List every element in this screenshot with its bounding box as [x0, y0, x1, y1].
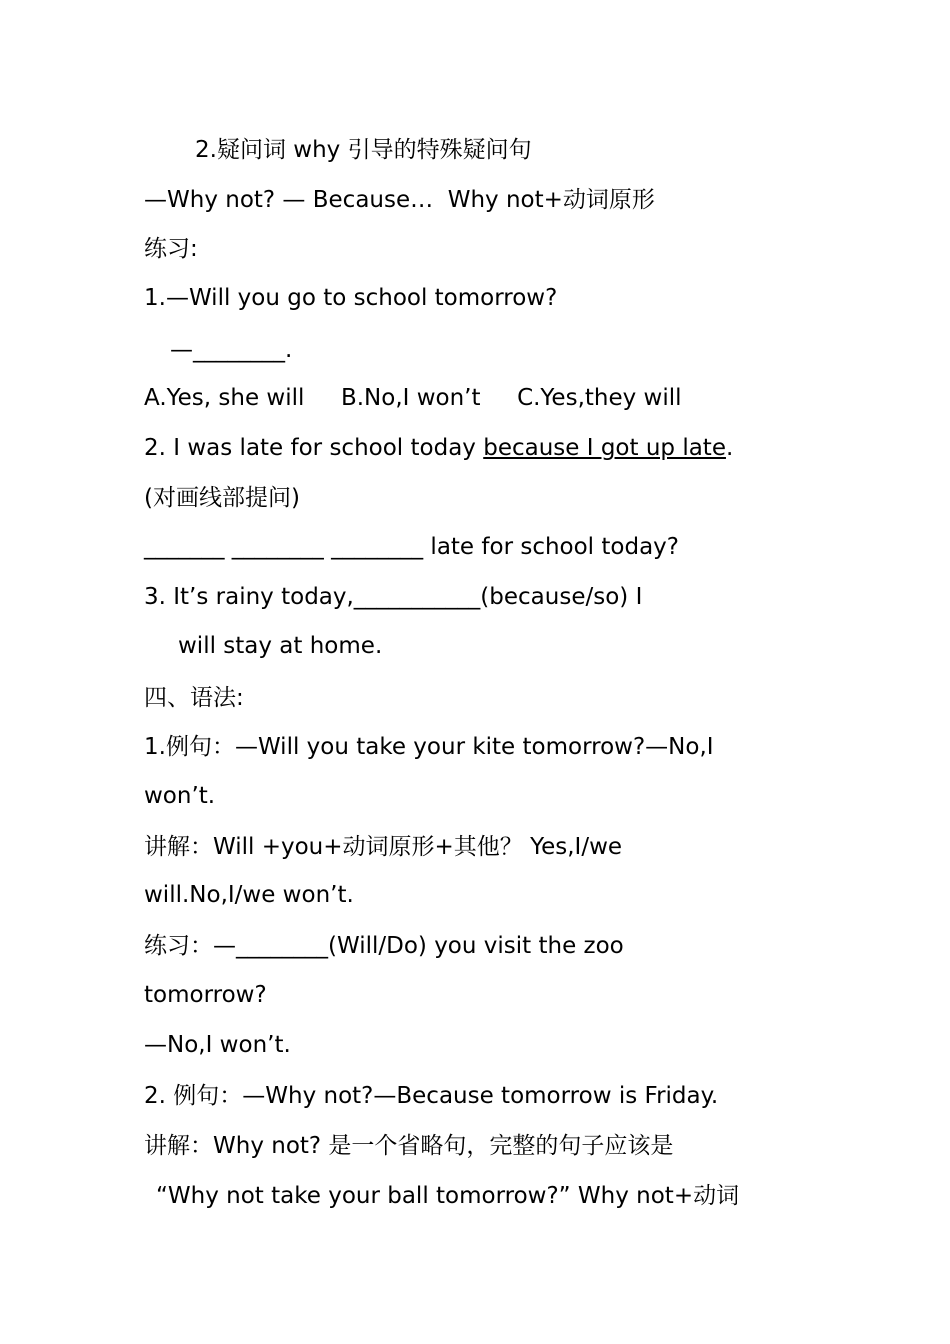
- explanation-1: 讲解：Will +you+动词原形+其他？ Yes,I/we: [144, 834, 623, 860]
- question-2-instruction: (对画线部提问): [144, 485, 300, 511]
- why-not-pattern: —Why not? — Because… Why not+动词原形: [144, 187, 655, 213]
- explanation-2: 讲解：Why not? 是一个省略句，完整的句子应该是: [144, 1133, 674, 1159]
- explanation-1-cont: will.No,I/we won’t.: [144, 882, 354, 908]
- answer-blank-1: —________.: [170, 337, 293, 363]
- question-2: [144, 433, 733, 463]
- practice-1: 练习：—________(Will/Do) you visit the zoo: [144, 933, 624, 959]
- options-1: A.Yes, she will B.No,I won’t C.Yes,they will: [144, 385, 682, 411]
- question-3-cont: will stay at home.: [178, 633, 383, 659]
- question-2-text: 2. I was late for school today: [144, 435, 484, 461]
- example-2: 2. 例句：—Why not?—Because tomorrow is Friday.: [144, 1083, 719, 1109]
- question-2-blanks: _______ ________ ________ late for school today?: [144, 534, 679, 560]
- question-2-period: .: [725, 435, 734, 461]
- grammar-heading: 四、语法:: [144, 685, 244, 711]
- practice-1-cont: tomorrow?: [144, 982, 267, 1008]
- underlined-phrase: because I got up late: [483, 435, 726, 461]
- question-1: 1.—Will you go to school tomorrow?: [144, 285, 558, 311]
- practice-1-answer: —No,I won’t.: [144, 1032, 291, 1058]
- explanation-2-cont: “Why not take your ball tomorrow?” Why not+动词: [156, 1183, 740, 1209]
- question-3: 3. It’s rainy today,___________(because/so) I: [144, 584, 643, 610]
- practice-label: 练习:: [144, 236, 198, 262]
- section-heading-why: 2.疑问词 why 引导的特殊疑问句: [195, 137, 532, 163]
- example-1-cont: won’t.: [144, 783, 216, 809]
- example-1: 1.例句：—Will you take your kite tomorrow?—No,I: [144, 734, 714, 760]
